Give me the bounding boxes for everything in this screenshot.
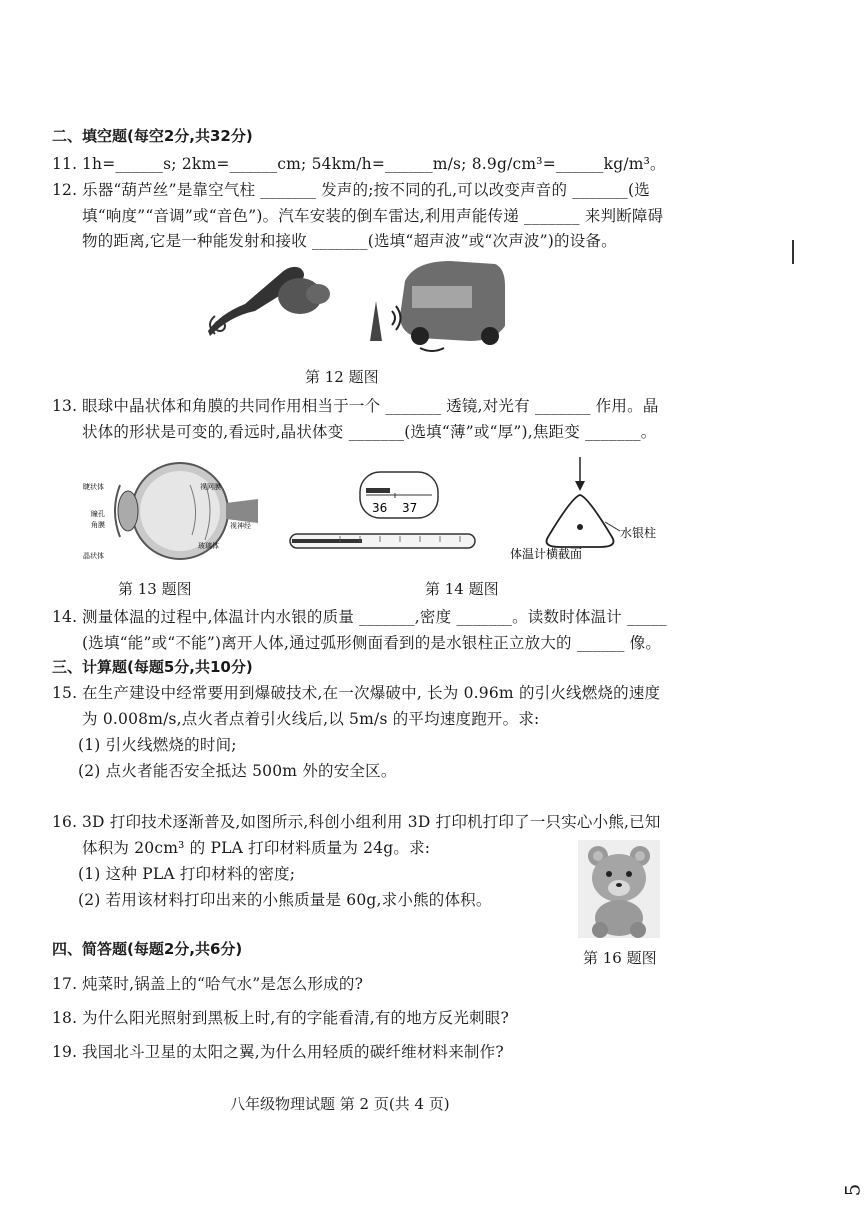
teddy-bear-icon xyxy=(588,846,650,938)
question-number: 11. xyxy=(52,155,78,173)
question-text: 我国北斗卫星的太阳之翼,为什么用轻质的碳纤维材料来制作? xyxy=(82,1043,504,1061)
question-number: 14. xyxy=(52,608,78,626)
question-text-line: 测量体温的过程中,体温计内水银的质量 _______,密度 _______。读数时体温计 _____ xyxy=(82,608,667,626)
label-pupil: 瞳孔 xyxy=(91,510,105,518)
question-text-line: 3D 打印技术逐渐普及,如图所示,科创小组利用 3D 打印机打印了一只实心小熊,已知 xyxy=(82,813,661,831)
scale-label-37: 37 xyxy=(402,501,418,515)
question-text: 炖菜时,锅盖上的“哈气水”是怎么形成的? xyxy=(82,975,364,993)
figure-14-caption: 第 14 题图 xyxy=(425,580,499,598)
label-optic-nerve: 视神经 xyxy=(230,522,251,530)
figure-12-caption: 第 12 题图 xyxy=(305,368,379,386)
question-text-line: 在生产建设中经常要用到爆破技术,在一次爆破中, 长为 0.96m 的引火线燃烧的速度 xyxy=(82,684,661,702)
question-13-line-2: 状体的形状是可变的,看远时,晶状体变 _______(选填“薄”或“厚”),焦距变 _______。 xyxy=(82,423,657,441)
label-mercury-column: 水银柱 xyxy=(620,526,657,540)
question-17 xyxy=(52,972,363,994)
question-15-line-2: 为 0.008m/s,点火者点着引火线后,以 5m/s 的平均速度跑开。求: xyxy=(82,710,540,728)
question-14 xyxy=(52,605,667,627)
label-lens: 晶状体 xyxy=(83,552,104,560)
question-15 xyxy=(52,681,660,703)
scale-label-36: 36 xyxy=(372,501,388,515)
label-vitreous: 玻璃体 xyxy=(198,542,219,550)
question-15-sub-2: (2) 点火者能否安全抵达 500m 外的安全区。 xyxy=(78,762,397,780)
figure-12-image xyxy=(200,256,520,356)
question-number: 15. xyxy=(52,684,78,702)
figure-14-thermometer xyxy=(280,462,480,562)
question-number: 17. xyxy=(52,975,78,993)
label-ciliary-body: 睫状体 xyxy=(83,483,104,491)
question-16 xyxy=(52,810,661,832)
corner-page-mark: 5 xyxy=(840,1183,865,1197)
question-number: 12. xyxy=(52,181,78,199)
question-14-line-2: (选填“能”或“不能”)离开人体,通过弧形侧面看到的是水银柱正立放大的 ______ 像。 xyxy=(82,634,662,652)
question-text: 为什么阳光照射到黑板上时,有的字能看清,有的地方反光刺眼? xyxy=(82,1009,509,1027)
figure-13-eye-diagram xyxy=(80,455,265,567)
section-title-fill-in: 二、填空题(每空2分,共32分) xyxy=(52,127,253,145)
question-15-sub-1: (1) 引火线燃烧的时间; xyxy=(78,736,237,754)
hulusi-instrument-icon xyxy=(208,267,330,336)
eyeball-icon xyxy=(115,463,258,559)
section-title-calculation: 三、计算题(每题5分,共10分) xyxy=(52,658,253,676)
question-12-line-3: 物的距离,它是一种能发射和接收 _______(选填“超声波”或“次声波”)的设备。 xyxy=(82,232,617,250)
scan-mark xyxy=(792,240,794,264)
section-title-short-answer: 四、简答题(每题2分,共6分) xyxy=(52,940,243,958)
question-12 xyxy=(52,178,650,200)
figure-14-cross-section xyxy=(508,455,668,567)
figure-13-caption: 第 13 题图 xyxy=(118,580,192,598)
figure-16-bear-image xyxy=(578,840,660,938)
question-text-line: 眼球中晶状体和角膜的共同作用相当于一个 _______ 透镜,对光有 _______ 作用。晶 xyxy=(82,397,659,415)
question-13 xyxy=(52,394,659,416)
page-footer: 八年级物理试题 第 2 页(共 4 页) xyxy=(230,1095,450,1113)
question-number: 16. xyxy=(52,813,78,831)
label-thermometer-section: 体温计横截面 xyxy=(510,547,583,561)
question-11 xyxy=(52,152,666,174)
question-text-line: 乐器“葫芦丝”是靠空气柱 _______ 发声的;按不同的孔,可以改变声音的 _______(选 xyxy=(82,181,650,199)
question-16-sub-2: (2) 若用该材料打印出来的小熊质量是 60g,求小熊的体积。 xyxy=(78,891,492,909)
car-reversing-radar-icon xyxy=(370,261,505,351)
question-number: 19. xyxy=(52,1043,78,1061)
label-retina: 视网膜 xyxy=(200,483,221,491)
question-text: 1h=______s; 2km=______cm; 54km/h=______m/s; 8.9g/cm³=______kg/m³。 xyxy=(82,155,666,173)
question-16-sub-1: (1) 这种 PLA 打印材料的密度; xyxy=(78,865,296,883)
question-19 xyxy=(52,1040,504,1062)
question-18 xyxy=(52,1006,509,1028)
label-cornea: 角膜 xyxy=(91,521,105,529)
question-12-line-2: 填“响度”“音调”或“音色”)。汽车安装的倒车雷达,利用声能传递 _______ 来判断障碍 xyxy=(82,207,664,225)
question-number: 13. xyxy=(52,397,78,415)
question-16-line-2: 体积为 20cm³ 的 PLA 打印材料质量为 24g。求: xyxy=(82,839,431,857)
question-number: 18. xyxy=(52,1009,78,1027)
figure-16-caption: 第 16 题图 xyxy=(583,949,657,967)
